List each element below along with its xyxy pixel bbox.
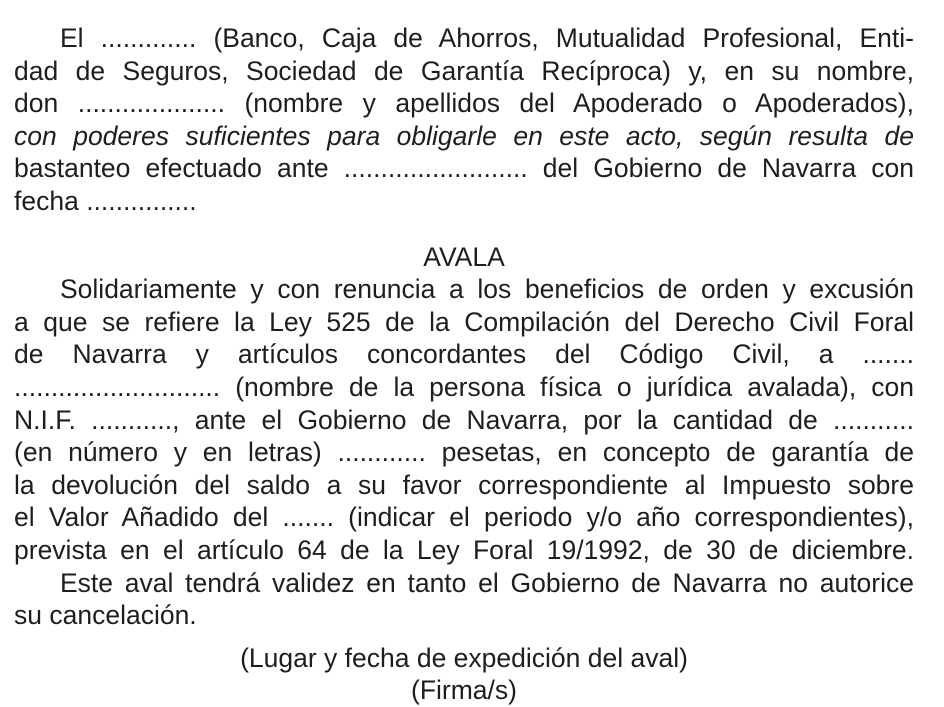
validity-line-1: Este aval tendrá validez en tanto el Gobierno de Navarra no autorice bbox=[60, 567, 914, 598]
document-page bbox=[14, 22, 914, 707]
body-line-5: N.I.F. ..........., ante el Gobierno de Navarra, por la cantidad de ........... bbox=[14, 404, 914, 435]
body-line-7: la devolución del saldo a su favor correspondiente al Impuesto sobre bbox=[14, 469, 914, 500]
place-date-line: (Lugar y fecha de expedición del aval) bbox=[240, 642, 688, 673]
body-line-4: ............................ (nombre de la persona física o jurídica avalada), con bbox=[14, 371, 914, 402]
body-line-2: a que se refiere la Ley 525 de la Compilación del Derecho Civil Foral bbox=[14, 306, 914, 337]
heading-avala: AVALA bbox=[423, 241, 505, 272]
validity-paragraph bbox=[14, 567, 914, 632]
intro-line-italic: con poderes suficientes para obligarle en este acto, según resulta de bbox=[14, 120, 914, 151]
intro-paragraph bbox=[14, 22, 914, 218]
body-line-1: Solidariamente y con renuncia a los beneficios de orden y excusión bbox=[60, 274, 914, 305]
intro-line-3: don .................... (nombre y apellidos del Apoderado o Apoderados), bbox=[14, 88, 914, 119]
intro-line-2: dad de Seguros, Sociedad de Garantía Recíproca) y, en su nombre, bbox=[14, 55, 914, 86]
body-line-9: prevista en el artículo 64 de la Ley Foral 19/1992, de 30 de diciembre. bbox=[14, 534, 914, 565]
body-line-6: (en número y en letras) ............ pesetas, en concepto de garantía de bbox=[14, 437, 914, 468]
body-paragraph bbox=[14, 273, 914, 566]
intro-line-1: El ............. (Banco, Caja de Ahorros, Mutualidad Profesional, Enti- bbox=[60, 23, 914, 53]
signature-line: (Firma/s) bbox=[411, 675, 517, 706]
intro-line-5: fecha ............... bbox=[14, 185, 197, 216]
validity-line-2: su cancelación. bbox=[14, 600, 197, 631]
body-line-3: de Navarra y artículos concordantes del Código Civil, a ....... bbox=[14, 339, 914, 370]
body-line-8: el Valor Añadido del ....... (indicar el periodo y/o año correspondientes), bbox=[14, 502, 914, 533]
intro-line-4: bastanteo efectuado ante ......................... del Gobierno de Navarra con bbox=[14, 153, 914, 184]
